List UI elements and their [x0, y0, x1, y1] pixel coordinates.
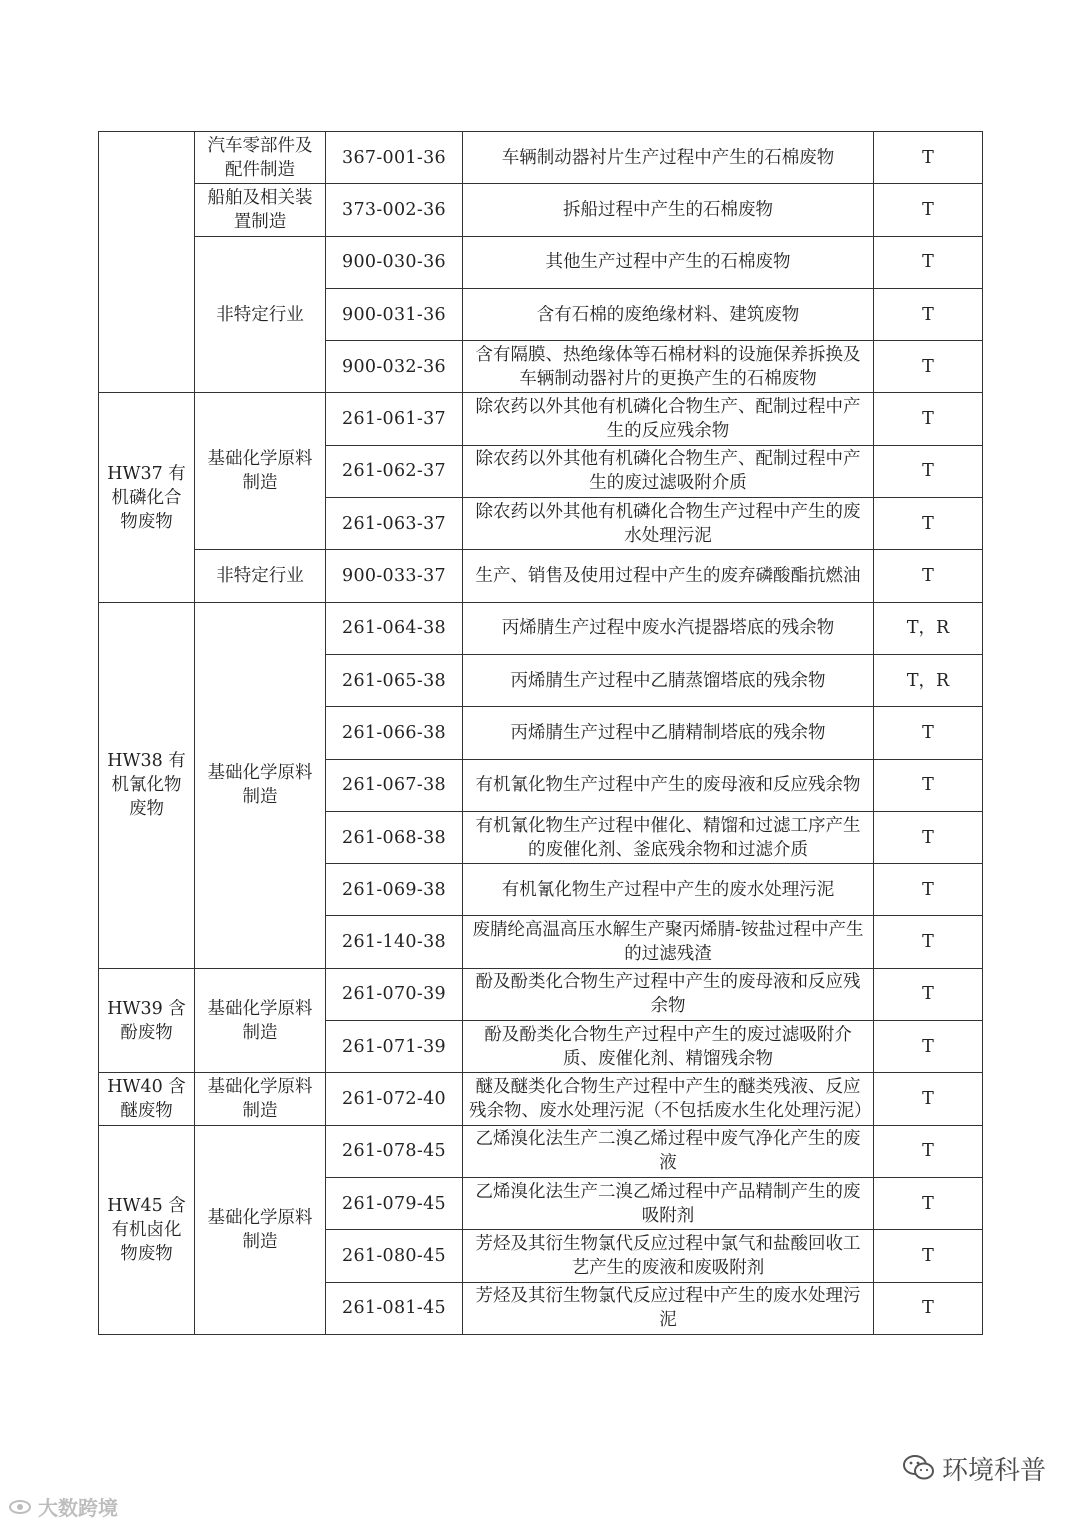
waste-code-cell: 261-069-38: [326, 864, 463, 916]
waste-category-cell: [99, 132, 195, 393]
industry-cell: 基础化学原料制造: [195, 1125, 326, 1334]
hazard-characteristic-cell: T: [874, 707, 983, 759]
waste-description-cell: 醚及醚类化合物生产过程中产生的醚类残液、反应残余物、废水处理污泥（不包括废水生化处理污泥）: [463, 1073, 874, 1125]
waste-category-cell: HW38 有机氰化物废物: [99, 602, 195, 968]
waste-description-cell: 酚及酚类化合物生产过程中产生的废过滤吸附介质、废催化剂、精馏残余物: [463, 1021, 874, 1073]
waste-code-cell: 261-080-45: [326, 1230, 463, 1282]
waste-description-cell: 车辆制动器衬片生产过程中产生的石棉废物: [463, 132, 874, 184]
waste-description-cell: 芳烃及其衍生物氯代反应过程中氯气和盐酸回收工艺产生的废液和废吸附剂: [463, 1230, 874, 1282]
industry-cell: 船舶及相关装置制造: [195, 184, 326, 236]
hazard-characteristic-cell: T: [874, 1177, 983, 1229]
waste-code-cell: 261-067-38: [326, 759, 463, 811]
industry-cell: 基础化学原料制造: [195, 1073, 326, 1125]
table-row: [99, 184, 983, 236]
waste-code-cell: 261-140-38: [326, 916, 463, 968]
waste-code-cell: 261-071-39: [326, 1021, 463, 1073]
waste-code-cell: 261-061-37: [326, 393, 463, 445]
hazard-characteristic-cell: T: [874, 864, 983, 916]
waste-code-cell: 261-078-45: [326, 1125, 463, 1177]
hazard-characteristic-cell: T: [874, 968, 983, 1020]
hazard-characteristic-cell: T，R: [874, 654, 983, 706]
hazard-characteristic-cell: T: [874, 759, 983, 811]
hazard-characteristic-cell: T: [874, 550, 983, 602]
waste-description-cell: 有机氰化物生产过程中催化、精馏和过滤工序产生的废催化剂、釜底残余物和过滤介质: [463, 811, 874, 863]
waste-code-cell: 261-081-45: [326, 1282, 463, 1334]
waste-category-cell: HW40 含醚废物: [99, 1073, 195, 1125]
hazard-characteristic-cell: T: [874, 811, 983, 863]
hazard-characteristic-cell: T: [874, 184, 983, 236]
eye-logo-icon: [8, 1497, 32, 1521]
waste-description-cell: 含有隔膜、热绝缘体等石棉材料的设施保养拆换及车辆制动器衬片的更换产生的石棉废物: [463, 341, 874, 393]
hazard-characteristic-cell: T: [874, 132, 983, 184]
waste-description-cell: 有机氰化物生产过程中产生的废水处理污泥: [463, 864, 874, 916]
hazard-characteristic-cell: T: [874, 288, 983, 340]
waste-description-cell: 丙烯腈生产过程中乙腈精制塔底的残余物: [463, 707, 874, 759]
waste-code-cell: 261-068-38: [326, 811, 463, 863]
table-row: [99, 236, 983, 288]
waste-description-cell: 有机氰化物生产过程中产生的废母液和反应残余物: [463, 759, 874, 811]
hazard-characteristic-cell: T: [874, 1125, 983, 1177]
industry-cell: 基础化学原料制造: [195, 602, 326, 968]
waste-description-cell: 酚及酚类化合物生产过程中产生的废母液和反应残余物: [463, 968, 874, 1020]
hazard-characteristic-cell: T: [874, 916, 983, 968]
industry-cell: 非特定行业: [195, 236, 326, 393]
hazard-characteristic-cell: T: [874, 498, 983, 550]
waste-description-cell: 乙烯溴化法生产二溴乙烯过程中废气净化产生的废液: [463, 1125, 874, 1177]
waste-code-cell: 261-064-38: [326, 602, 463, 654]
industry-cell: 非特定行业: [195, 550, 326, 602]
table-row: [99, 602, 983, 654]
hazard-characteristic-cell: T: [874, 1282, 983, 1334]
waste-description-cell: 其他生产过程中产生的石棉废物: [463, 236, 874, 288]
waste-code-cell: 373-002-36: [326, 184, 463, 236]
watermark-right-text: 环境科普: [941, 1456, 1046, 1486]
waste-category-cell: HW37 有机磷化合物废物: [99, 393, 195, 602]
waste-description-cell: 拆船过程中产生的石棉废物: [463, 184, 874, 236]
waste-code-cell: 261-070-39: [326, 968, 463, 1020]
waste-category-cell: HW39 含酚废物: [99, 968, 195, 1073]
hazardous-waste-table: [98, 131, 983, 1335]
industry-cell: 基础化学原料制造: [195, 968, 326, 1073]
waste-description-cell: 乙烯溴化法生产二溴乙烯过程中产品精制产生的废吸附剂: [463, 1177, 874, 1229]
hazard-characteristic-cell: T: [874, 1073, 983, 1125]
waste-code-cell: 261-079-45: [326, 1177, 463, 1229]
hazard-characteristic-cell: T: [874, 393, 983, 445]
table-row: [99, 1125, 983, 1177]
watermark-left-text: 大数跨境: [38, 1495, 118, 1520]
hazard-characteristic-cell: T: [874, 1230, 983, 1282]
waste-description-cell: 除农药以外其他有机磷化合物生产、配制过程中产生的反应残余物: [463, 393, 874, 445]
waste-description-cell: 除农药以外其他有机磷化合物生产、配制过程中产生的废过滤吸附介质: [463, 445, 874, 497]
industry-cell: 基础化学原料制造: [195, 393, 326, 550]
hazard-characteristic-cell: T，R: [874, 602, 983, 654]
waste-code-cell: 261-062-37: [326, 445, 463, 497]
table-row: [99, 132, 983, 184]
waste-code-cell: 367-001-36: [326, 132, 463, 184]
waste-code-cell: 261-066-38: [326, 707, 463, 759]
waste-code-cell: 900-030-36: [326, 236, 463, 288]
watermark-left: [8, 1492, 118, 1522]
table-row: [99, 968, 983, 1020]
waste-code-cell: 900-033-37: [326, 550, 463, 602]
waste-description-cell: 生产、销售及使用过程中产生的废弃磷酸酯抗燃油: [463, 550, 874, 602]
waste-code-cell: 900-032-36: [326, 341, 463, 393]
hazard-characteristic-cell: T: [874, 445, 983, 497]
waste-category-cell: HW45 含有机卤化物废物: [99, 1125, 195, 1334]
table-row: [99, 393, 983, 445]
waste-description-cell: 除农药以外其他有机磷化合物生产过程中产生的废水处理污泥: [463, 498, 874, 550]
waste-description-cell: 芳烃及其衍生物氯代反应过程中产生的废水处理污泥: [463, 1282, 874, 1334]
hazard-characteristic-cell: T: [874, 236, 983, 288]
industry-cell: 汽车零部件及配件制造: [195, 132, 326, 184]
waste-description-cell: 丙烯腈生产过程中乙腈蒸馏塔底的残余物: [463, 654, 874, 706]
table-row: [99, 1073, 983, 1125]
waste-description-cell: 含有石棉的废绝缘材料、建筑废物: [463, 288, 874, 340]
wechat-icon: [902, 1454, 936, 1489]
watermark-right: [902, 1450, 1046, 1489]
waste-code-cell: 261-065-38: [326, 654, 463, 706]
waste-code-cell: 261-063-37: [326, 498, 463, 550]
waste-code-cell: 900-031-36: [326, 288, 463, 340]
waste-description-cell: 丙烯腈生产过程中废水汽提器塔底的残余物: [463, 602, 874, 654]
hazard-characteristic-cell: T: [874, 1021, 983, 1073]
table-row: [99, 550, 983, 602]
waste-description-cell: 废腈纶高温高压水解生产聚丙烯腈-铵盐过程中产生的过滤残渣: [463, 916, 874, 968]
hazard-characteristic-cell: T: [874, 341, 983, 393]
waste-code-cell: 261-072-40: [326, 1073, 463, 1125]
